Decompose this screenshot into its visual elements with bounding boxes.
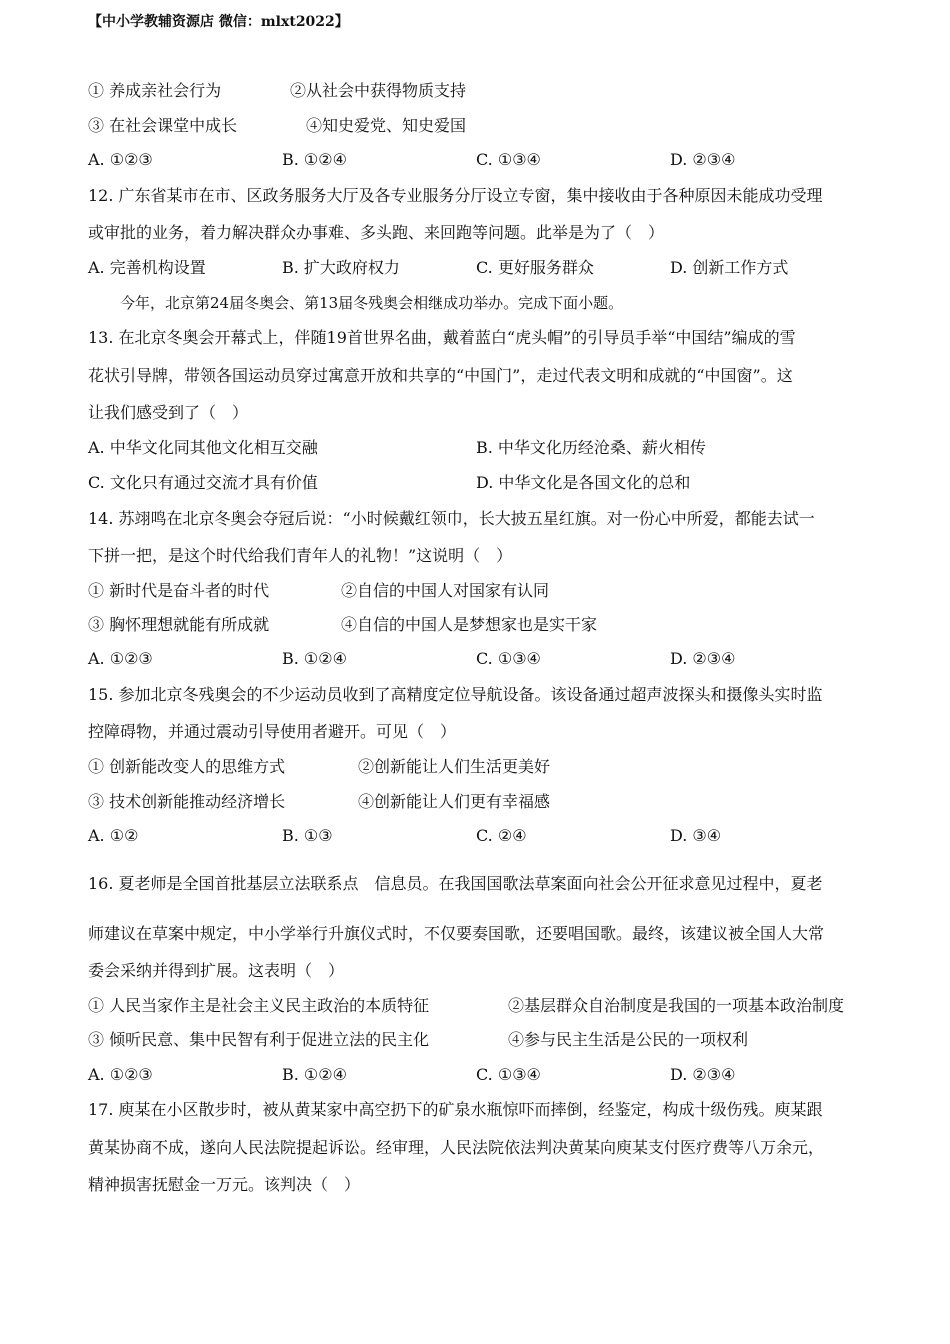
q15-stem-line-1: 15. 参加北京冬残奥会的不少运动员收到了高精度定位导航设备。该设备通过超声波探头和摄像头实时监 <box>88 685 823 704</box>
q11-item-4: ④知史爱党、知史爱国 <box>306 116 467 135</box>
q11-choice-a: A. ①②③ <box>88 150 153 169</box>
q12-stem-line-1: 12. 广东省某市在市、区政务服务大厅及各专业服务分厅设立专窗，集中接收由于各种原因未能成功受理 <box>88 186 823 205</box>
q11-choice-b: B. ①②④ <box>282 150 347 169</box>
q13-choice-d: D. 中华文化是各国文化的总和 <box>476 473 691 492</box>
q16-stem-line-3: 委会采纳并得到扩展。这表明（ ） <box>88 961 345 980</box>
q13-stem-line-1: 13. 在北京冬奥会开幕式上，伴随19首世界名曲，戴着蓝白“虎头帽”的引导员手举“中国结”编成的雪 <box>88 328 796 347</box>
q16-choice-c: C. ①③④ <box>476 1065 541 1084</box>
q15-choice-a: A. ①② <box>88 826 139 845</box>
q16-choice-a: A. ①②③ <box>88 1065 153 1084</box>
q15-item-3: ③ 技术创新能推动经济增长 <box>88 792 286 811</box>
q14-choice-d: D. ②③④ <box>670 649 736 668</box>
q11-choice-d: D. ②③④ <box>670 150 736 169</box>
q11-choice-c: C. ①③④ <box>476 150 541 169</box>
q11-item-3: ③ 在社会课堂中成长 <box>88 116 238 135</box>
q12-choice-d: D. 创新工作方式 <box>670 258 789 277</box>
q14-item-1: ① 新时代是奋斗者的时代 <box>88 581 270 600</box>
q15-choice-b: B. ①③ <box>282 826 333 845</box>
q14-stem-line-2: 下拼一把，是这个时代给我们青年人的礼物！”这说明（ ） <box>88 546 513 565</box>
q17-stem-line-1: 17. 庾某在小区散步时，被从黄某家中高空扔下的矿泉水瓶惊吓而摔倒，经鉴定，构成十级伤残。庾某跟 <box>88 1100 823 1119</box>
q16-item-1: ① 人民当家作主是社会主义民主政治的本质特征 <box>88 996 430 1015</box>
q13-choice-b: B. 中华文化历经沧桑、薪火相传 <box>476 438 706 457</box>
q15-choice-c: C. ②④ <box>476 826 527 845</box>
q13-choice-a: A. 中华文化同其他文化相互交融 <box>88 438 318 457</box>
q15-item-4: ④创新能让人们更有幸福感 <box>358 792 551 811</box>
q16-choice-b: B. ①②④ <box>282 1065 347 1084</box>
q16-item-3: ③ 倾听民意、集中民智有利于促进立法的民主化 <box>88 1030 430 1049</box>
q12-stem-line-2: 或审批的业务，着力解决群众办事难、多头跑、来回跑等问题。此举是为了（ ） <box>88 223 665 242</box>
section-intro: 今年，北京第24届冬奥会、第13届冬残奥会相继成功举办。完成下面小题。 <box>120 294 624 312</box>
q14-item-2: ②自信的中国人对国家有认同 <box>341 581 550 600</box>
q17-stem-line-2: 黄某协商不成，遂向人民法院提起诉讼。经审理，人民法院依法判决黄某向庾某支付医疗费等八万余元， <box>88 1138 825 1157</box>
q15-item-2: ②创新能让人们生活更美好 <box>358 757 551 776</box>
q14-choice-b: B. ①②④ <box>282 649 347 668</box>
q16-item-4: ④参与民主生活是公民的一项权利 <box>508 1030 749 1049</box>
q15-item-1: ① 创新能改变人的思维方式 <box>88 757 286 776</box>
q15-stem-line-2: 控障碍物，并通过震动引导使用者避开。可见（ ） <box>88 722 457 741</box>
q14-item-3: ③ 胸怀理想就能有所成就 <box>88 615 270 634</box>
q16-item-2: ②基层群众自治制度是我国的一项基本政治制度 <box>508 996 845 1015</box>
q13-stem-line-3: 让我们感受到了（ ） <box>88 403 249 422</box>
q12-choice-a: A. 完善机构设置 <box>88 258 206 277</box>
q12-choice-b: B. 扩大政府权力 <box>282 258 400 277</box>
q14-choice-a: A. ①②③ <box>88 649 153 668</box>
q12-choice-c: C. 更好服务群众 <box>476 258 594 277</box>
q11-item-2: ②从社会中获得物质支持 <box>290 81 467 100</box>
q14-choice-c: C. ①③④ <box>476 649 541 668</box>
page-header: 【中小学教辅资源店 微信：mlxt2022】 <box>88 14 349 30</box>
q13-choice-c: C. 文化只有通过交流才具有价值 <box>88 473 318 492</box>
q16-stem-line-2: 师建议在草案中规定，中小学举行升旗仪式时，不仅要奏国歌，还要唱国歌。最终，该建议被全国人大常 <box>88 924 825 943</box>
q16-stem-line-1: 16. 夏老师是全国首批基层立法联系点 信息员。在我国国歌法草案面向社会公开征求意见过程中，夏老 <box>88 874 823 893</box>
q17-stem-line-3: 精神损害抚慰金一万元。该判决（ ） <box>88 1175 361 1194</box>
q14-item-4: ④自信的中国人是梦想家也是实干家 <box>341 615 598 634</box>
q11-item-1: ① 养成亲社会行为 <box>88 81 222 100</box>
q16-choice-d: D. ②③④ <box>670 1065 736 1084</box>
q15-choice-d: D. ③④ <box>670 826 722 845</box>
q13-stem-line-2: 花状引导牌，带领各国运动员穿过寓意开放和共享的“中国门”，走过代表文明和成就的“中国窗”。这 <box>88 366 793 385</box>
q14-stem-line-1: 14. 苏翊鸣在北京冬奥会夺冠后说：“小时候戴红领巾，长大披五星红旗。对一份心中所爱，都能去试一 <box>88 509 815 528</box>
